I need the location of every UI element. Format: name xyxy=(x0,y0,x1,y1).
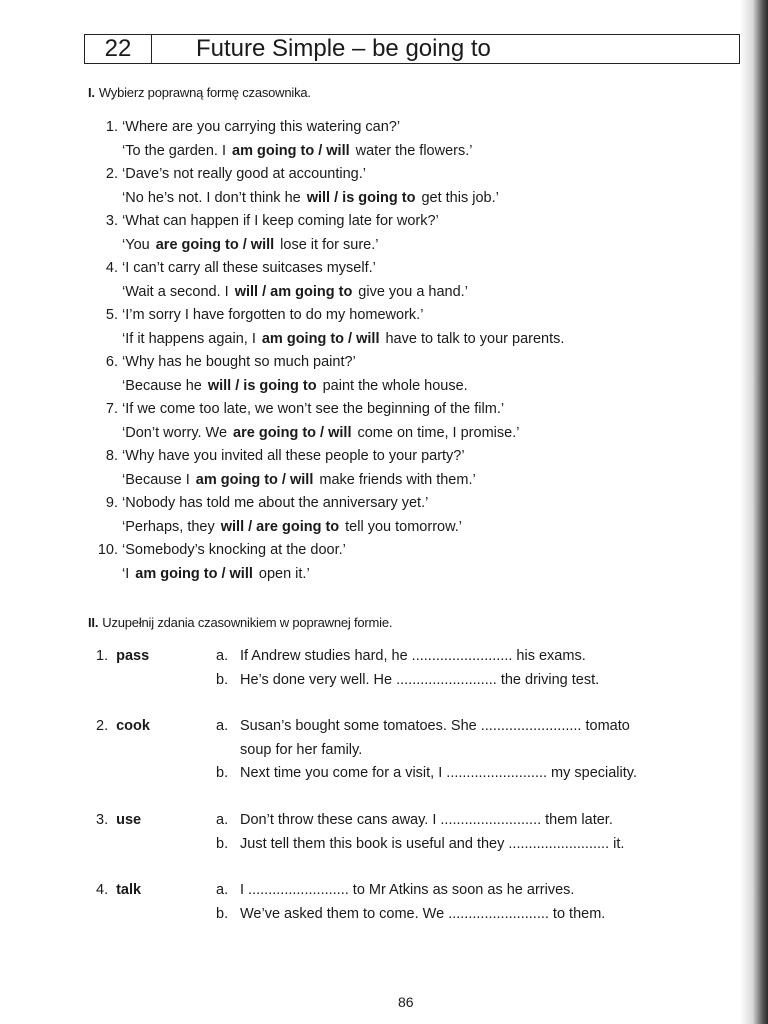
section-1-instruction xyxy=(88,85,311,100)
exercise-1-item xyxy=(96,539,716,586)
item-verb: pass xyxy=(116,648,150,664)
item-options[interactable]: am going to / will xyxy=(195,471,314,488)
exercise-1-item xyxy=(96,210,716,257)
item-answer-post: tell you tomorrow.’ xyxy=(345,518,463,535)
exercise-2-item xyxy=(96,645,736,715)
exercise-1-item xyxy=(96,163,716,210)
unit-title: Future Simple – be going to xyxy=(196,35,491,62)
item-number: 2. xyxy=(96,718,109,734)
sentence-a[interactable]: a. Don’t throw these cans away. I ......................... them later. xyxy=(216,812,613,828)
item-answer-post: open it.’ xyxy=(258,565,310,582)
item-answer-pre: ‘To the garden. I xyxy=(122,142,227,159)
section-1-instruction-text: Wybierz poprawną formę czasownika. xyxy=(98,85,311,100)
item-question: ‘I’m sorry I have forgotten to do my homework.’ xyxy=(122,307,424,323)
item-options[interactable]: am going to / will xyxy=(135,565,253,582)
exercise-1-item xyxy=(96,445,716,492)
item-number: 2. xyxy=(105,166,118,182)
item-answer-post: paint the whole house. xyxy=(322,377,468,394)
item-number: 5. xyxy=(105,307,118,323)
sentence-a[interactable]: a. If Andrew studies hard, he ......................... his exams. xyxy=(216,648,586,664)
item-answer-pre: ‘Wait a second. I xyxy=(122,283,229,300)
sentence-b[interactable]: b. Just tell them this book is useful and they ......................... it. xyxy=(216,835,625,852)
exercise-1-list xyxy=(96,116,716,586)
page-number: 86 xyxy=(398,994,414,1010)
sentence-b[interactable]: b. He’s done very well. He ......................... the driving test. xyxy=(216,671,600,688)
item-answer-pre: ‘If it happens again, I xyxy=(122,330,256,347)
item-answer-post: make friends with them.’ xyxy=(319,471,476,488)
item-number: 6. xyxy=(105,354,118,370)
item-answer-pre: ‘I xyxy=(122,565,130,582)
item-options[interactable]: will / am going to xyxy=(234,283,353,300)
item-question: ‘What can happen if I keep coming late for work?’ xyxy=(122,213,439,229)
item-number: 4. xyxy=(105,260,118,276)
item-options[interactable]: are going to / will xyxy=(233,424,352,441)
item-number: 9. xyxy=(105,495,118,511)
item-answer-pre: ‘No he’s not. I don’t think he xyxy=(122,189,301,206)
item-question: ‘Why have you invited all these people to your party?’ xyxy=(122,448,465,464)
item-number: 3. xyxy=(105,213,118,229)
item-verb: cook xyxy=(116,718,150,734)
item-answer-pre: ‘You xyxy=(122,236,150,253)
exercise-2-list xyxy=(96,645,736,949)
section-1-roman: I. xyxy=(88,85,95,100)
item-verb: use xyxy=(116,812,142,828)
exercise-1-item xyxy=(96,304,716,351)
item-number: 1. xyxy=(96,648,109,664)
item-answer-post: water the flowers.’ xyxy=(355,142,473,159)
item-answer-post: get this job.’ xyxy=(421,189,499,206)
item-verb: talk xyxy=(116,882,142,898)
exercise-2-item xyxy=(96,715,736,809)
item-answer-pre: ‘Perhaps, they xyxy=(122,518,215,535)
sentence-a-continued: soup for her family. xyxy=(240,741,363,758)
item-number: 10. xyxy=(97,542,118,558)
item-answer-post: have to talk to your parents. xyxy=(385,330,565,347)
page-edge-shadow xyxy=(740,0,768,1024)
unit-header xyxy=(84,34,740,64)
exercise-1-item xyxy=(96,257,716,304)
section-2-roman: II. xyxy=(88,615,99,630)
item-number: 8. xyxy=(105,448,118,464)
item-question: ‘Where are you carrying this watering can?’ xyxy=(122,119,401,135)
exercise-2-item xyxy=(96,879,736,949)
item-options[interactable]: am going to / will xyxy=(232,142,350,159)
item-question: ‘Dave’s not really good at accounting.’ xyxy=(122,166,366,182)
exercise-1-item xyxy=(96,116,716,163)
item-answer-post: give you a hand.’ xyxy=(358,283,468,300)
exercise-1-item xyxy=(96,492,716,539)
item-answer-post: come on time, I promise.’ xyxy=(357,424,520,441)
exercise-2-item xyxy=(96,809,736,879)
sentence-b[interactable]: b. We’ve asked them to come. We ......................... to them. xyxy=(216,905,606,922)
item-number: 4. xyxy=(96,882,109,898)
item-answer-pre: ‘Because I xyxy=(122,471,190,488)
section-2-instruction-text: Uzupełnij zdania czasownikiem w poprawnej formie. xyxy=(102,615,393,630)
item-answer-pre: ‘Because he xyxy=(122,377,202,394)
item-options[interactable]: will / are going to xyxy=(220,518,340,535)
item-question: ‘If we come too late, we won’t see the beginning of the film.’ xyxy=(122,401,505,417)
sentence-a[interactable]: a. I ......................... to Mr Atkins as soon as he arrives. xyxy=(216,882,575,898)
item-question: ‘Why has he bought so much paint?’ xyxy=(122,354,356,370)
item-options[interactable]: will / is going to xyxy=(207,377,317,394)
item-number: 7. xyxy=(105,401,118,417)
item-question: ‘I can’t carry all these suitcases myself.’ xyxy=(122,260,376,276)
item-options[interactable]: are going to / will xyxy=(155,236,275,253)
sentence-b[interactable]: b. Next time you come for a visit, I ......................... my speciality. xyxy=(216,765,637,781)
item-options[interactable]: am going to / will xyxy=(261,330,380,347)
exercise-1-item xyxy=(96,351,716,398)
item-answer-post: lose it for sure.’ xyxy=(280,236,379,253)
item-options[interactable]: will / is going to xyxy=(306,189,416,206)
item-number: 3. xyxy=(96,812,109,828)
section-2-instruction xyxy=(88,615,392,630)
item-question: ‘Somebody’s knocking at the door.’ xyxy=(122,542,346,558)
exercise-1-item xyxy=(96,398,716,445)
unit-number: 22 xyxy=(85,35,152,63)
sentence-a[interactable]: a. Susan’s bought some tomatoes. She ......................... tomato xyxy=(216,718,630,734)
item-number: 1. xyxy=(105,119,118,135)
item-question: ‘Nobody has told me about the anniversary yet.’ xyxy=(122,495,429,511)
item-answer-pre: ‘Don’t worry. We xyxy=(122,424,228,441)
